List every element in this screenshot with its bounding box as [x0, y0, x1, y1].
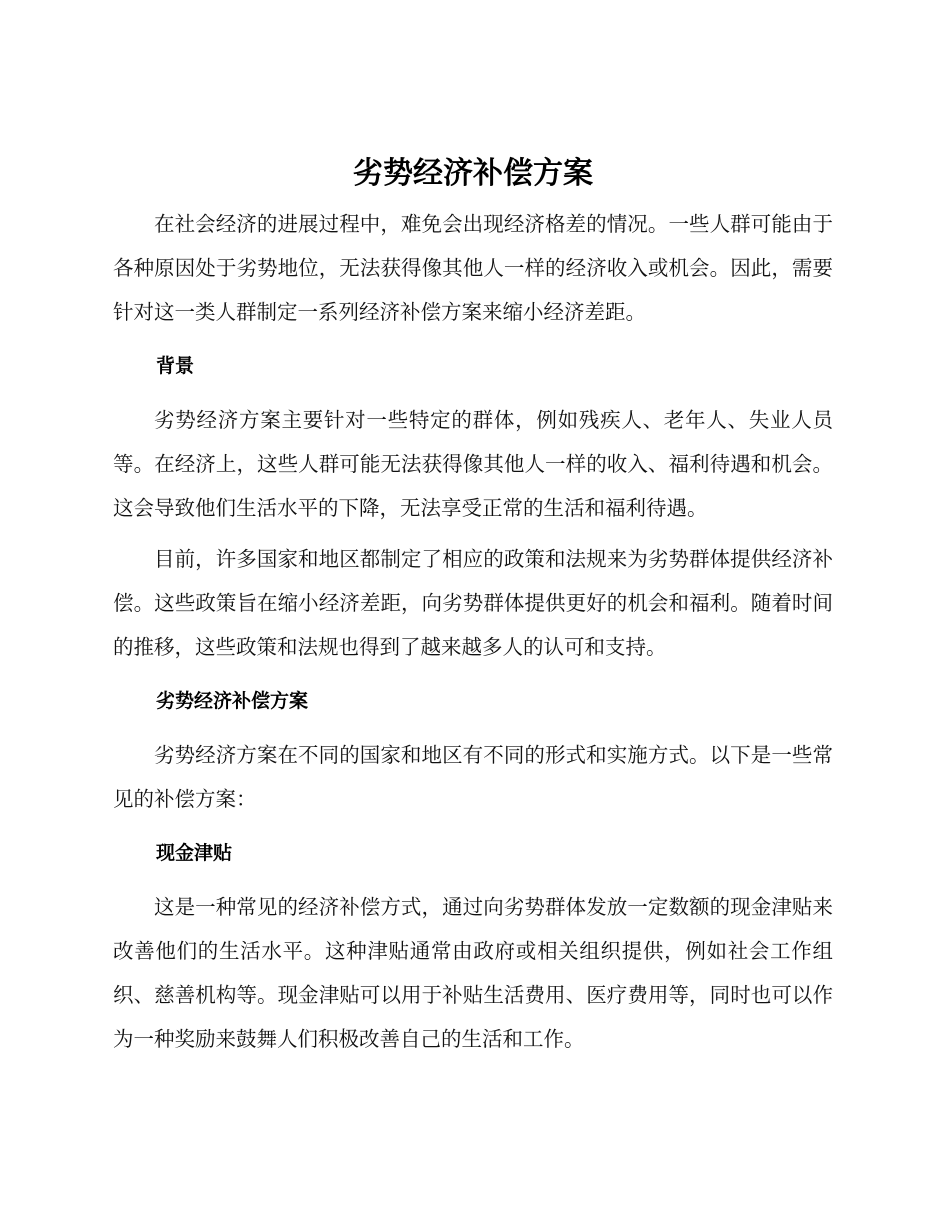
cash-allowance-paragraph: 这是一种常见的经济补偿方式，通过向劣势群体发放一定数额的现金津贴来改善他们的生活水平。这种津贴通常由政府或相关组织提供，例如社会工作组织、慈善机构等。现金津贴可以用于补贴生活费用、医疗费用等，同时也可以作为一种奖励来鼓舞人们积极改善自己的生活和工作。	[113, 895, 833, 1051]
section-heading-background: 背景	[156, 355, 195, 377]
document-body	[113, 146, 833, 1068]
document-title: 劣势经济补偿方案	[353, 156, 593, 191]
background-paragraph-2: 目前，许多国家和地区都制定了相应的政策和法规来为劣势群体提供经济补偿。这些政策旨在缩小经济差距，向劣势群体提供更好的机会和福利。随着时间的推移，这些政策和法规也得到了越来越多人的认可和支持。	[113, 547, 833, 659]
compensation-plan-paragraph: 劣势经济方案在不同的国家和地区有不同的形式和实施方式。以下是一些常见的补偿方案：	[113, 743, 833, 811]
intro-paragraph: 在社会经济的进展过程中，难免会出现经济格差的情况。一些人群可能由于各种原因处于劣势地位，无法获得像其他人一样的经济收入或机会。因此，需要针对这一类人群制定一系列经济补偿方案来缩小经济差距。	[113, 212, 833, 324]
background-paragraph-1: 劣势经济方案主要针对一些特定的群体，例如残疾人、老年人、失业人员等。在经济上，这些人群可能无法获得像其他人一样的收入、福利待遇和机会。这会导致他们生活水平的下降，无法享受正常的生活和福利待遇。	[113, 408, 833, 520]
section-heading-compensation-plan: 劣势经济补偿方案	[156, 690, 309, 712]
section-heading-cash-allowance: 现金津贴	[156, 842, 233, 864]
